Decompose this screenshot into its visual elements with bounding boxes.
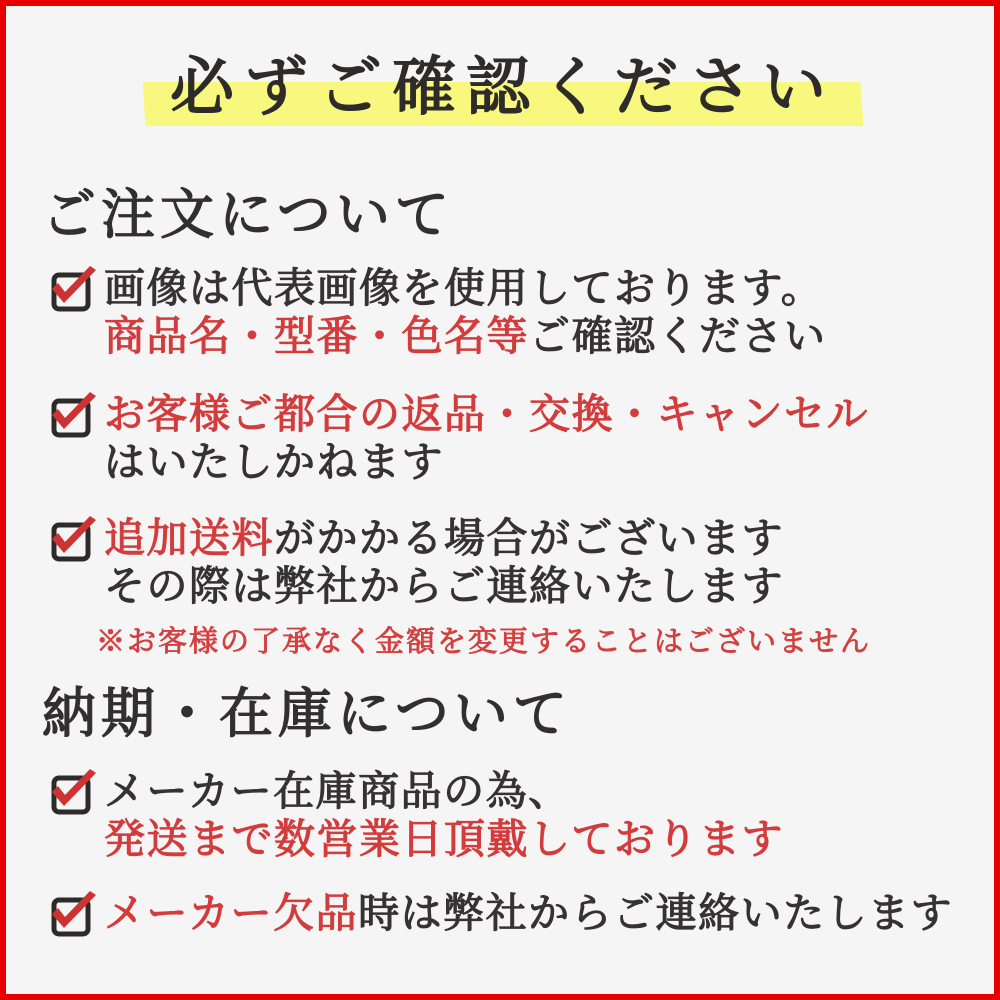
item-line: [104, 889, 953, 937]
checkbox-checked-icon: [50, 769, 98, 817]
checklist-item: [42, 264, 964, 360]
checkbox-checked-icon: [50, 516, 98, 564]
item-line: [104, 438, 869, 486]
item-line: [104, 264, 827, 312]
item-text-emphasis: メーカー欠品: [104, 890, 359, 936]
item-line: [104, 815, 784, 863]
checklist-item: [42, 514, 964, 660]
notice-content: [6, 48, 994, 939]
item-text-emphasis: 発送まで数営業日頂戴しております: [104, 816, 784, 862]
item-text: メーカー在庫商品の為、: [104, 768, 571, 814]
item-line: [104, 312, 827, 360]
item-line: [104, 390, 869, 438]
item-text: その際は弊社からご連絡いたします: [104, 563, 784, 609]
item-text-emphasis: 追加送料: [104, 515, 274, 561]
item-text-emphasis: お客様ご都合の返品・交換・キャンセル: [104, 391, 869, 437]
item-line: [104, 562, 871, 610]
footnote-text: ※お客様の了承なく金額を変更することはございません: [96, 626, 872, 658]
checklist-item: [42, 390, 964, 486]
page-title-text: 必ずご確認ください: [170, 52, 836, 123]
checkbox-checked-icon: [50, 266, 98, 314]
checkbox-checked-icon: [50, 392, 98, 440]
item-text: ご確認ください: [529, 313, 827, 359]
item-text: 画像は代表画像を使用しております。: [104, 265, 824, 311]
section-heading-delivery-stock: 納期・在庫について: [42, 684, 572, 744]
section-heading-orders: ご注文について: [42, 185, 454, 245]
page-title: [42, 48, 964, 128]
item-text-emphasis: 商品名・型番・色名等: [104, 313, 529, 359]
checkbox-checked-icon: [50, 891, 98, 939]
item-text: はいたしかねます: [104, 439, 444, 485]
item-line: [104, 767, 784, 815]
item-text: がかかる場合がございます: [274, 515, 784, 561]
item-line: [104, 514, 871, 562]
checklist-item: [42, 889, 964, 939]
item-text: 時は弊社からご連絡いたします: [358, 890, 954, 936]
checklist-item: [42, 767, 964, 863]
